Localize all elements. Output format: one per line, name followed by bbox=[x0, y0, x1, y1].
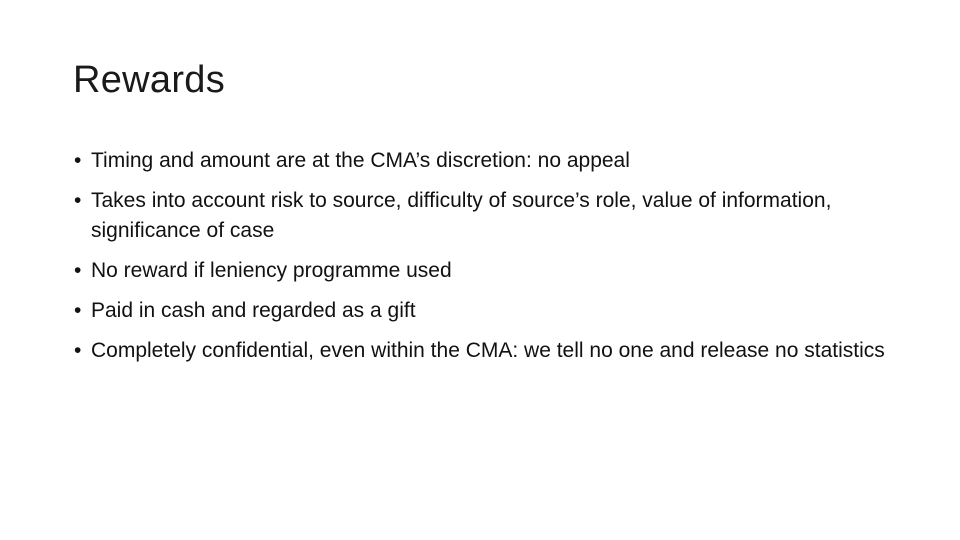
bullet-marker: • bbox=[74, 339, 82, 362]
bullet-marker: • bbox=[74, 299, 82, 322]
bullet-text: Timing and amount are at the CMA’s discretion: no appeal bbox=[91, 149, 630, 172]
slide-title: Rewards bbox=[73, 59, 226, 101]
bullet-item bbox=[74, 296, 894, 326]
bullet-item bbox=[74, 146, 894, 176]
bullet-text: Takes into account risk to source, difficulty of source’s role, value of information, significance of case bbox=[91, 189, 832, 242]
bullet-item bbox=[74, 336, 894, 366]
bullet-text: No reward if leniency programme used bbox=[91, 259, 452, 282]
bullet-text: Paid in cash and regarded as a gift bbox=[91, 299, 416, 322]
bullet-marker: • bbox=[74, 189, 82, 212]
bullet-item bbox=[74, 256, 894, 286]
bullet-marker: • bbox=[74, 149, 82, 172]
bullet-item bbox=[74, 186, 894, 246]
bullet-list bbox=[74, 146, 894, 376]
bullet-marker: • bbox=[74, 259, 82, 282]
bullet-text: Completely confidential, even within the CMA: we tell no one and release no statistics bbox=[91, 339, 885, 362]
